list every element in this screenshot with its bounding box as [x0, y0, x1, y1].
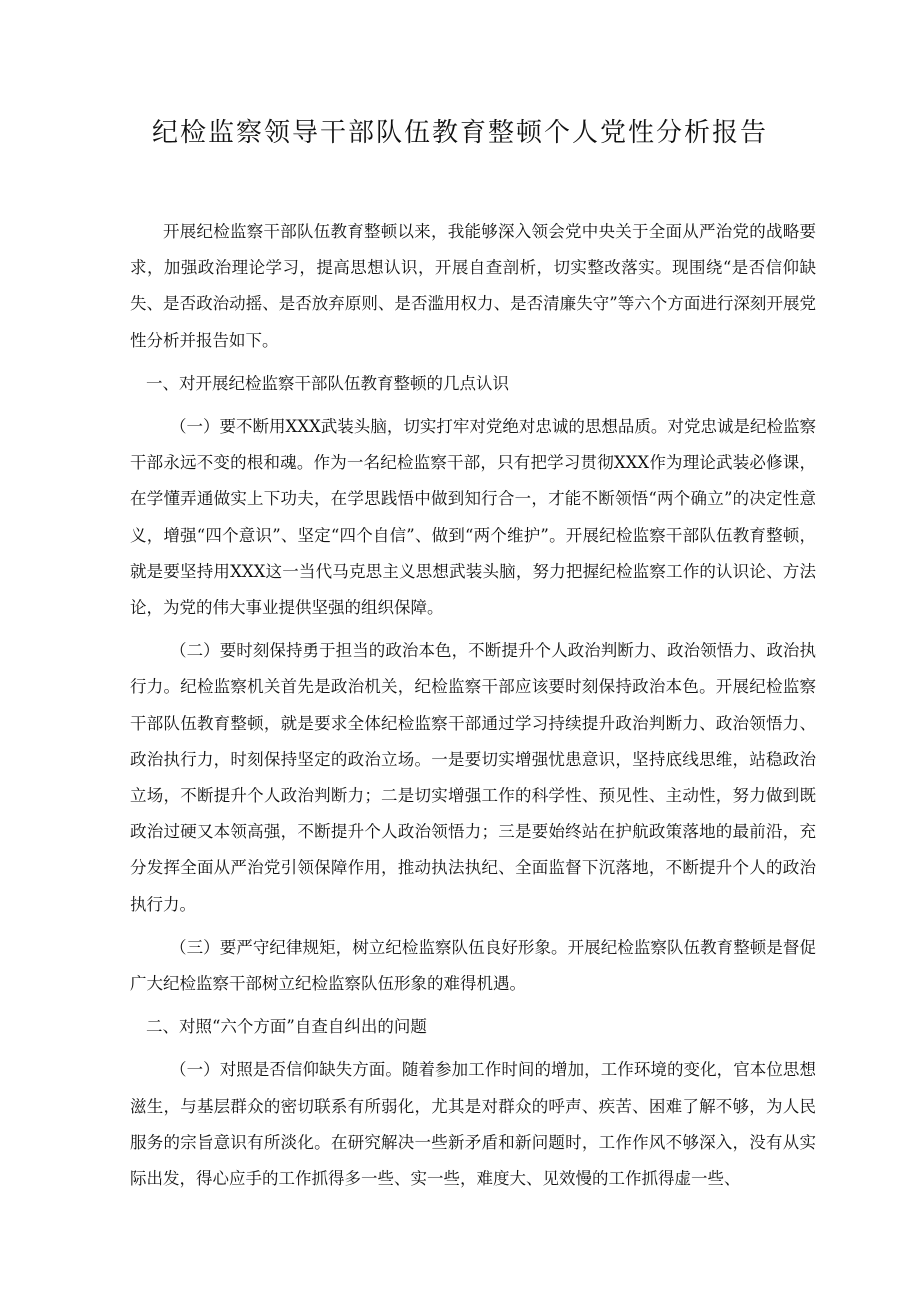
subsection-paragraph-1-2: （二）要时刻保持勇于担当的政治本色，不断提升个人政治判断力、政治领悟力、政治执行力。纪检监察机关首先是政治机关，纪检监察干部应该要时刻保持政治本色。开展纪检监察干部队伍教育整顿，就是要求全体纪检监察干部通过学习持续提升政治判断力、政治领悟力、政治执行力，时刻保持坚定的政治立场。一是要切实增强忧患意识，坚持底线思维，站稳政治立场，不断提升个人政治判断力；二是切实增强工作的科学性、预见性、主动性，努力做到既政治过硬又本领高强，不断提升个人政治领悟力；三是要始终站在护航政策落地的最前沿，充分发挥全面从严治党引领保障作用，推动执法执纪、全面监督下沉落地，不断提升个人的政治执行力。 [130, 641, 816, 914]
document-body [130, 214, 816, 1204]
section-heading-2: 二、对照“六个方面”自查自纠出的问题 [146, 1017, 427, 1037]
document-title: 纪检监察领导干部队伍教育整顿个人党性分析报告 [151, 118, 768, 148]
section-heading-1: 一、对开展纪检监察干部队伍教育整顿的几点认识 [146, 373, 509, 393]
subsection-paragraph-1-1: （一）要不断用XXX武装头脑，切实打牢对党绝对忠诚的思想品质。对党忠诚是纪检监察干部永远不变的根和魂。作为一名纪检监察干部，只有把学习贯彻XXX作为理论武装必修课，在学懂弄通做实上下功夫，在学思践悟中做到知行合一，才能不断领悟“两个确立”的决定性意义，增强“四个意识”、坚定“四个自信”、做到“两个维护”。开展纪检监察干部队伍教育整顿，就是要坚持用XXX这一当代马克思主义思想武装头脑，努力把握纪检监察工作的认识论、方法论，为党的伟大事业提供坚强的组织保障。 [130, 417, 816, 618]
intro-paragraph: 开展纪检监察干部队伍教育整顿以来，我能够深入领会党中央关于全面从严治党的战略要求，加强政治理论学习，提高思想认识，开展自查剖析，切实整改落实。现围绕“是否信仰缺失、是否政治动摇、是否放弃原则、是否滥用权力、是否清廉失守”等六个方面进行深刻开展党性分析并报告如下。 [130, 222, 816, 350]
subsection-paragraph-1-3: （三）要严守纪律规矩，树立纪检监察队伍良好形象。开展纪检监察队伍教育整顿是督促广大纪检监察干部树立纪检监察队伍形象的难得机遇。 [130, 937, 816, 994]
subsection-paragraph-2-1: （一）对照是否信仰缺失方面。随着参加工作时间的增加，工作环境的变化，官本位思想滋生，与基层群众的密切联系有所弱化，尤其是对群众的呼声、疾苦、困难了解不够，为人民服务的宗旨意识有所淡化。在研究解决一些新矛盾和新问题时，工作作风不够深入，没有从实际出发，得心应手的工作抓得多一些、实一些，难度大、见效慢的工作抓得虚一些、 [130, 1060, 816, 1189]
